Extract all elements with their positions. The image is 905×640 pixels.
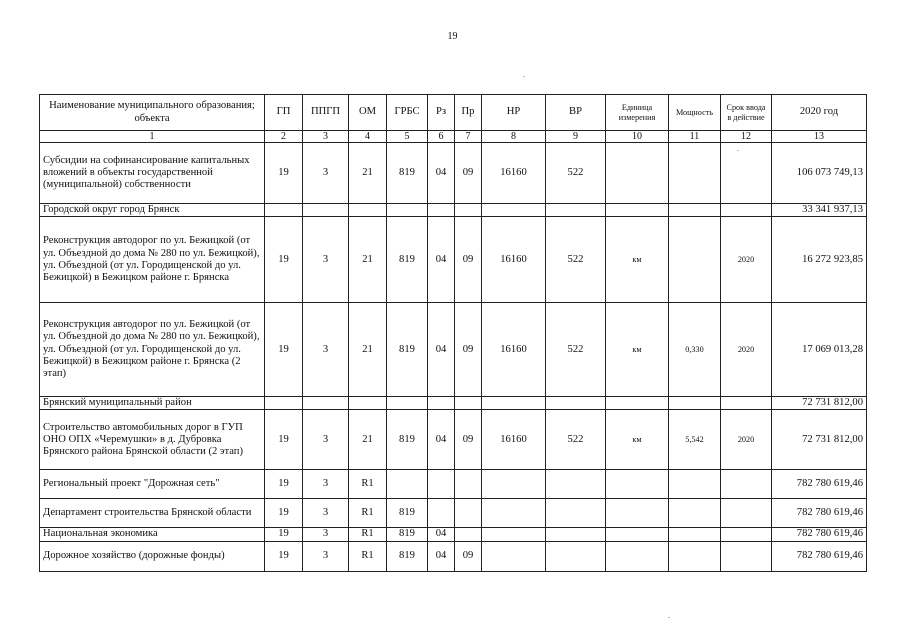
- cell-pr: 09: [455, 410, 482, 470]
- cell-ppgp: 3: [303, 499, 349, 528]
- cell-amount: 106 073 749,13: [772, 143, 867, 204]
- cell-nr: [482, 470, 546, 499]
- cell-rz: [428, 499, 455, 528]
- cell-unit: [606, 143, 669, 204]
- cell-unit: [606, 397, 669, 410]
- header-ppgp: ППГП: [303, 95, 349, 131]
- cell-nr: 16160: [482, 303, 546, 397]
- row-name: Реконструкция автодорог по ул. Бежицкой (от ул. Объездной до дома № 280 по ул. Бежицкой), ул. Объездной (от ул. Городищенской до ул. Бежицкой) в Бежицком районе г. Брянска (2 этап): [40, 303, 265, 397]
- cell-nr: [482, 397, 546, 410]
- cell-ppgp: 3: [303, 528, 349, 541]
- header-name: Наименование муниципального образования; объекта: [40, 95, 265, 131]
- cell-vr: 522: [546, 303, 606, 397]
- header-power: Мощность: [669, 95, 721, 131]
- cell-om: R1: [349, 499, 387, 528]
- cell-power: 5,542: [669, 410, 721, 470]
- column-number-row: [40, 131, 867, 143]
- cell-amount: 16 272 923,85: [772, 217, 867, 303]
- cell-unit: [606, 528, 669, 541]
- cell-grbs: [387, 470, 428, 499]
- cell-power: [669, 541, 721, 571]
- cell-pr: 09: [455, 541, 482, 571]
- column-number: 9: [546, 131, 606, 143]
- column-number: 6: [428, 131, 455, 143]
- column-number: 13: [772, 131, 867, 143]
- cell-grbs: 819: [387, 541, 428, 571]
- cell-ppgp: [303, 204, 349, 217]
- cell-unit: км: [606, 217, 669, 303]
- cell-ppgp: 3: [303, 470, 349, 499]
- cell-term: 2020: [721, 410, 772, 470]
- cell-grbs: 819: [387, 143, 428, 204]
- cell-rz: 04: [428, 528, 455, 541]
- cell-rz: [428, 397, 455, 410]
- budget-table: [39, 94, 867, 572]
- column-number: 3: [303, 131, 349, 143]
- cell-rz: 04: [428, 217, 455, 303]
- column-number: 5: [387, 131, 428, 143]
- cell-unit: км: [606, 303, 669, 397]
- cell-grbs: 819: [387, 217, 428, 303]
- cell-pr: 09: [455, 303, 482, 397]
- cell-amount: 72 731 812,00: [772, 410, 867, 470]
- header-pr: Пр: [455, 95, 482, 131]
- cell-amount: 782 780 619,46: [772, 528, 867, 541]
- cell-term: [721, 528, 772, 541]
- cell-om: 21: [349, 410, 387, 470]
- cell-grbs: [387, 397, 428, 410]
- cell-gp: 19: [265, 528, 303, 541]
- cell-vr: [546, 470, 606, 499]
- cell-ppgp: 3: [303, 541, 349, 571]
- cell-rz: 04: [428, 410, 455, 470]
- cell-pr: 09: [455, 143, 482, 204]
- table-row: [40, 528, 867, 541]
- cell-rz: 04: [428, 303, 455, 397]
- row-name: Строительство автомобильных дорог в ГУП ОНО ОПХ «Черемушки» в д. Дубровка Брянского района Брянской области (2 этап): [40, 410, 265, 470]
- cell-term: [721, 397, 772, 410]
- row-name: Брянский муниципальный район: [40, 397, 265, 410]
- cell-gp: 19: [265, 217, 303, 303]
- cell-nr: [482, 541, 546, 571]
- cell-om: 21: [349, 217, 387, 303]
- cell-om: R1: [349, 541, 387, 571]
- cell-power: [669, 143, 721, 204]
- table-row: [40, 143, 867, 204]
- table-row: [40, 303, 867, 397]
- table-row: [40, 499, 867, 528]
- row-name: Реконструкция автодорог по ул. Бежицкой (от ул. Объездной до дома № 280 по ул. Бежицкой), ул. Объездной (от ул. Городищенской до ул. Бежицкой) в Бежицком районе г. Брянска: [40, 217, 265, 303]
- cell-gp: 19: [265, 303, 303, 397]
- cell-power: [669, 528, 721, 541]
- header-om: ОМ: [349, 95, 387, 131]
- header-2020: 2020 год: [772, 95, 867, 131]
- table-row: [40, 217, 867, 303]
- cell-term: [721, 499, 772, 528]
- cell-amount: 33 341 937,13: [772, 204, 867, 217]
- table-row: [40, 410, 867, 470]
- cell-nr: 16160: [482, 410, 546, 470]
- cell-pr: [455, 204, 482, 217]
- cell-ppgp: 3: [303, 217, 349, 303]
- row-name: Дорожное хозяйство (дорожные фонды): [40, 541, 265, 571]
- cell-nr: 16160: [482, 143, 546, 204]
- cell-power: [669, 397, 721, 410]
- cell-power: [669, 204, 721, 217]
- column-number: 11: [669, 131, 721, 143]
- cell-grbs: 819: [387, 528, 428, 541]
- cell-term: [721, 541, 772, 571]
- header-vr: ВР: [546, 95, 606, 131]
- column-number: 2: [265, 131, 303, 143]
- page-number: 19: [447, 31, 458, 42]
- cell-rz: [428, 470, 455, 499]
- header-grbs: ГРБС: [387, 95, 428, 131]
- cell-pr: 09: [455, 217, 482, 303]
- cell-term: 2020: [721, 303, 772, 397]
- cell-pr: [455, 470, 482, 499]
- cell-om: [349, 397, 387, 410]
- cell-vr: [546, 204, 606, 217]
- header-gp: ГП: [265, 95, 303, 131]
- cell-gp: [265, 397, 303, 410]
- cell-power: [669, 470, 721, 499]
- cell-gp: 19: [265, 541, 303, 571]
- cell-amount: 782 780 619,46: [772, 499, 867, 528]
- row-name: Городской округ город Брянск: [40, 204, 265, 217]
- cell-nr: 16160: [482, 217, 546, 303]
- cell-vr: [546, 528, 606, 541]
- cell-amount: 782 780 619,46: [772, 541, 867, 571]
- row-name: Региональный проект "Дорожная сеть": [40, 470, 265, 499]
- cell-vr: 522: [546, 217, 606, 303]
- cell-pr: [455, 528, 482, 541]
- cell-amount: 72 731 812,00: [772, 397, 867, 410]
- cell-gp: 19: [265, 143, 303, 204]
- cell-grbs: 819: [387, 303, 428, 397]
- cell-om: R1: [349, 470, 387, 499]
- header-term: Срок ввода в действие: [721, 95, 772, 131]
- cell-rz: 04: [428, 143, 455, 204]
- cell-power: [669, 499, 721, 528]
- cell-amount: 17 069 013,28: [772, 303, 867, 397]
- cell-gp: 19: [265, 499, 303, 528]
- cell-ppgp: 3: [303, 143, 349, 204]
- column-number: 12: [721, 131, 772, 143]
- cell-om: [349, 204, 387, 217]
- cell-unit: [606, 541, 669, 571]
- cell-rz: 04: [428, 541, 455, 571]
- row-name: Субсидии на софинансирование капитальных вложений в объекты государственной (муниципальной) собственности: [40, 143, 265, 204]
- column-number: 10: [606, 131, 669, 143]
- cell-gp: 19: [265, 470, 303, 499]
- cell-term: 2020: [721, 217, 772, 303]
- cell-grbs: 819: [387, 499, 428, 528]
- header-unit: Единица измерения: [606, 95, 669, 131]
- cell-power: 0,330: [669, 303, 721, 397]
- cell-ppgp: 3: [303, 410, 349, 470]
- column-number: 4: [349, 131, 387, 143]
- cell-om: 21: [349, 143, 387, 204]
- cell-nr: [482, 204, 546, 217]
- cell-nr: [482, 528, 546, 541]
- cell-vr: [546, 397, 606, 410]
- cell-term: [721, 143, 772, 204]
- cell-vr: 522: [546, 143, 606, 204]
- scan-speck: [668, 617, 670, 618]
- cell-unit: [606, 470, 669, 499]
- cell-term: [721, 204, 772, 217]
- cell-unit: [606, 204, 669, 217]
- cell-gp: 19: [265, 410, 303, 470]
- cell-pr: [455, 397, 482, 410]
- cell-grbs: 819: [387, 410, 428, 470]
- cell-om: R1: [349, 528, 387, 541]
- row-name: Департамент строительства Брянской области: [40, 499, 265, 528]
- scan-speck: [523, 76, 525, 77]
- cell-rz: [428, 204, 455, 217]
- scan-speck: [737, 150, 739, 151]
- cell-pr: [455, 499, 482, 528]
- row-name: Национальная экономика: [40, 528, 265, 541]
- header-rz: Рз: [428, 95, 455, 131]
- column-number: 1: [40, 131, 265, 143]
- cell-ppgp: 3: [303, 303, 349, 397]
- cell-vr: [546, 499, 606, 528]
- cell-amount: 782 780 619,46: [772, 470, 867, 499]
- cell-om: 21: [349, 303, 387, 397]
- table-row: [40, 470, 867, 499]
- cell-nr: [482, 499, 546, 528]
- table-row: [40, 541, 867, 571]
- header-row: [40, 95, 867, 131]
- column-number: 8: [482, 131, 546, 143]
- cell-ppgp: [303, 397, 349, 410]
- cell-unit: [606, 499, 669, 528]
- table-row: [40, 204, 867, 217]
- cell-unit: км: [606, 410, 669, 470]
- cell-grbs: [387, 204, 428, 217]
- column-number: 7: [455, 131, 482, 143]
- table-row: [40, 397, 867, 410]
- cell-vr: 522: [546, 410, 606, 470]
- header-nr: НР: [482, 95, 546, 131]
- cell-term: [721, 470, 772, 499]
- cell-gp: [265, 204, 303, 217]
- cell-power: [669, 217, 721, 303]
- cell-vr: [546, 541, 606, 571]
